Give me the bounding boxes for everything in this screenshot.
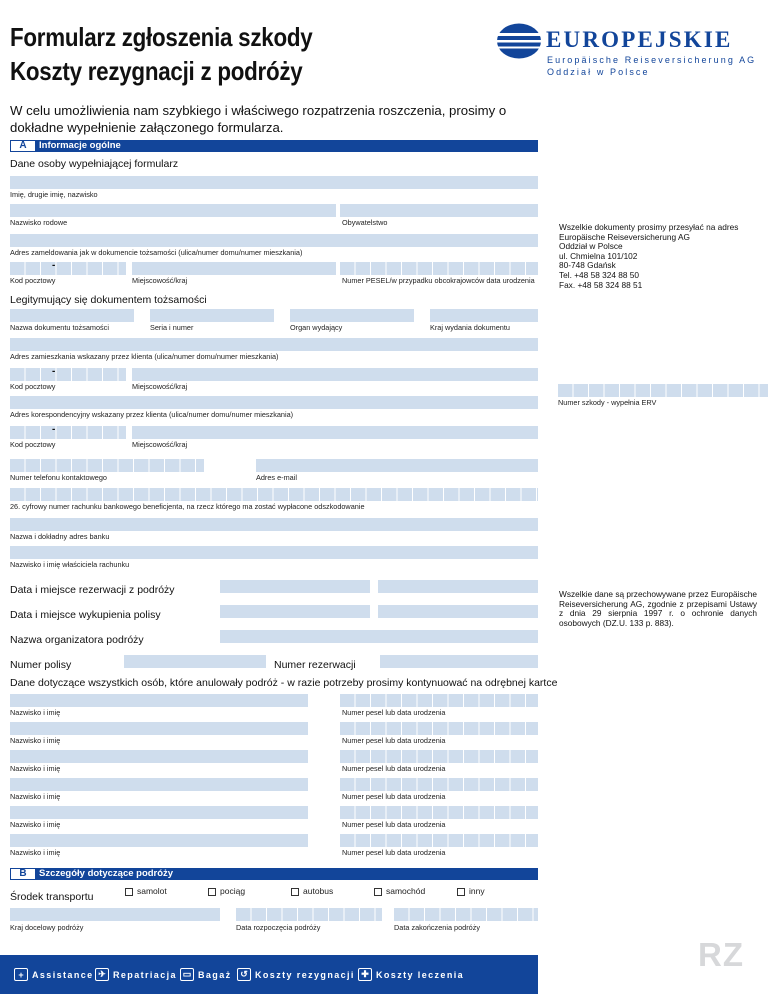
section-a-title: Informacje ogólne	[39, 140, 121, 151]
person-name-label: Nazwisko i imię	[10, 792, 61, 801]
person-pesel-label: Numer pesel lub data urodzenia	[342, 792, 446, 801]
id-document-heading: Legitymujący się dokumentem tożsamości	[10, 294, 207, 306]
person-name-field[interactable]	[10, 834, 308, 847]
maiden-name-field[interactable]	[10, 204, 336, 217]
person-pesel-label: Numer pesel lub data urodzenia	[342, 848, 446, 857]
logo-name: EUROPEJSKIE	[546, 27, 733, 52]
section-a-subtitle: Dane osoby wypełniającej formularz	[10, 158, 179, 170]
logo-branch: Oddział w Polsce	[547, 67, 650, 77]
bank-account-label: 26. cyfrowy numer rachunku bankowego beneficjenta, na rzecz którego ma zostać wypłacone odszkodowanie	[10, 502, 365, 511]
start-date-label: Data rozpoczęcia podróży	[236, 923, 321, 932]
option-samolot: samolot	[137, 886, 167, 896]
organizer-field[interactable]	[220, 630, 538, 643]
footer-bagaz	[180, 955, 232, 994]
footer-repatriacja	[95, 955, 177, 994]
reservation-number-label: Numer rezerwacji	[274, 659, 356, 671]
address-line: Europäische Reiseversicherung AG	[559, 231, 690, 242]
footer-leczenia-label: Koszty leczenia	[376, 969, 465, 980]
undo-arrow-icon: ↺	[237, 968, 251, 981]
correspondence-address-label: Adres korespondencyjny wskazany przez klienta (ulica/numer domu/numer mieszkania)	[10, 410, 294, 419]
option-inny: inny	[469, 886, 485, 896]
person-name-field[interactable]	[10, 694, 308, 707]
postcode2-label: Kod pocztowy	[10, 382, 56, 391]
person-name-label: Nazwisko i imię	[10, 764, 61, 773]
section-b-title: Szczegóły dotyczące podróży	[39, 868, 174, 879]
person-name-label: Nazwisko i imię	[10, 708, 61, 717]
postcode3-field[interactable]	[10, 426, 126, 439]
phone-label: Numer telefonu kontaktowego	[10, 473, 107, 482]
postcode-field[interactable]	[10, 262, 126, 275]
option-samochod: samochód	[386, 886, 426, 896]
address-line: Oddział w Polsce	[559, 241, 623, 252]
persons-heading: Dane dotyczące wszystkich osób, które anulowały podróż - w razie potrzeby prosimy kontynuować na odrębnej kartce	[10, 677, 558, 689]
citizenship-field[interactable]	[340, 204, 538, 217]
issue-country-label: Kraj wydania dokumentu	[430, 323, 510, 332]
person-pesel-field[interactable]	[340, 694, 538, 707]
suitcase-icon: ▭	[180, 968, 194, 981]
start-date-field[interactable]	[236, 908, 382, 921]
footer-bagaz-label: Bagaż	[198, 969, 232, 980]
account-holder-label: Nazwisko i imię właściciela rachunku	[10, 560, 130, 569]
person-name-label: Nazwisko i imię	[10, 848, 61, 857]
checkbox-samolot[interactable]	[125, 888, 133, 896]
address-line: Wszelkie dokumenty prosimy przesyłać na adres	[559, 222, 739, 232]
checkbox-pociag[interactable]	[208, 888, 216, 896]
intro-text: W celu umożliwienia nam szybkiego i właściwego rozpatrzenia roszczenia, prosimy o dokładne wypełnienie załączonego formularza.	[10, 103, 507, 135]
person-name-field[interactable]	[10, 806, 308, 819]
email-label: Adres e-mail	[256, 473, 297, 482]
person-pesel-field[interactable]	[340, 834, 538, 847]
pesel-field[interactable]	[340, 262, 538, 275]
footer-repatriacja-label: Repatriacja	[113, 969, 177, 980]
end-date-label: Data zakończenia podróży	[394, 923, 480, 932]
footer-assistance	[14, 955, 94, 994]
section-b-header	[10, 868, 538, 880]
postcode-dash: -	[52, 260, 56, 271]
footer-koszty-rezygnacji	[237, 955, 355, 994]
address-line: ul. Chmielna 101/102	[559, 250, 638, 261]
city3-label: Miejscowość/kraj	[132, 440, 188, 449]
person-pesel-field[interactable]	[340, 722, 538, 735]
claim-number-label: Numer szkody - wypełnia ERV	[558, 398, 657, 407]
form-code: RZ	[698, 936, 744, 973]
section-a-header	[10, 140, 538, 152]
person-pesel-label: Numer pesel lub data urodzenia	[342, 764, 446, 773]
registered-address-label: Adres zameldowania jak w dokumencie tożsamości (ulica/numer domu/numer mieszkania)	[10, 248, 303, 257]
purchase-question: Data i miejsce wykupienia polisy	[10, 609, 161, 621]
policy-number-label: Numer polisy	[10, 659, 72, 671]
section-a-letter: A	[10, 140, 36, 152]
end-date-field[interactable]	[394, 908, 538, 921]
organizer-question: Nazwa organizatora podróży	[10, 634, 144, 646]
person-pesel-label: Numer pesel lub data urodzenia	[342, 820, 446, 829]
person-name-field[interactable]	[10, 750, 308, 763]
full-name-label: Imię, drugie imię, nazwisko	[10, 190, 98, 199]
person-name-label: Nazwisko i imię	[10, 820, 61, 829]
person-name-label: Nazwisko i imię	[10, 736, 61, 745]
bank-name-label: Nazwa i dokładny adres banku	[10, 532, 110, 541]
document-name-label: Nazwa dokumentu tożsamości	[10, 323, 109, 332]
send-address-block	[559, 223, 759, 290]
footer-rezygnacji-label: Koszty rezygnacji	[255, 969, 355, 980]
form-title: Formularz zgłoszenia szkody	[10, 22, 313, 52]
person-name-field[interactable]	[10, 778, 308, 791]
issuer-field[interactable]	[290, 309, 414, 322]
footer-assistance-label: Assistance	[32, 969, 94, 980]
privacy-note: Wszelkie dane są przechowywane przez Europäische Reiseversicherung AG, zgodnie z przepisami Ustawy z dnia 29 sierpnia 1997 r. o ochronie danych osobowych (DZ.U. 133 p. 883).	[559, 589, 757, 628]
logo-subtitle: Europäische Reiseversicherung AG	[547, 55, 757, 65]
medical-bed-icon: ✚	[358, 968, 372, 981]
claim-number-field[interactable]	[558, 384, 768, 397]
reservation-number-field[interactable]	[380, 655, 538, 668]
plus-cross-icon: +	[14, 968, 28, 981]
address-line: Fax. +48 58 324 88 51	[559, 279, 643, 290]
city-field[interactable]	[132, 262, 336, 275]
form-subtitle: Koszty rezygnacji z podróży	[10, 56, 303, 86]
residence-address-label: Adres zamieszkania wskazany przez klienta (ulica/numer domu/numer mieszkania)	[10, 352, 279, 361]
person-pesel-field[interactable]	[340, 750, 538, 763]
checkbox-autobus[interactable]	[291, 888, 299, 896]
correspondence-address-field[interactable]	[10, 396, 538, 409]
destination-label: Kraj docelowy podróży	[10, 923, 84, 932]
bank-account-field[interactable]	[10, 488, 538, 501]
maiden-name-label: Nazwisko rodowe	[10, 218, 68, 227]
postcode3-dash: -	[52, 424, 56, 435]
issue-country-field[interactable]	[430, 309, 538, 322]
person-pesel-field[interactable]	[340, 806, 538, 819]
purchase-place-field[interactable]	[378, 605, 538, 618]
postcode2-dash: -	[52, 366, 56, 377]
series-number-field[interactable]	[150, 309, 274, 322]
section-b-letter: B	[10, 868, 36, 880]
booking-question: Data i miejsce rezerwacji z podróży	[10, 584, 175, 596]
person-pesel-field[interactable]	[340, 778, 538, 791]
city2-field[interactable]	[132, 368, 538, 381]
registered-address-field[interactable]	[10, 234, 538, 247]
destination-field[interactable]	[10, 908, 220, 921]
checkbox-samochod[interactable]	[374, 888, 382, 896]
postcode-label: Kod pocztowy	[10, 276, 56, 285]
bank-name-field[interactable]	[10, 518, 538, 531]
document-name-field[interactable]	[10, 309, 134, 322]
citizenship-label: Obywatelstwo	[342, 218, 388, 227]
person-name-field[interactable]	[10, 722, 308, 735]
full-name-field[interactable]	[10, 176, 538, 189]
booking-place-field[interactable]	[378, 580, 538, 593]
transport-label: Środek transportu	[10, 891, 94, 903]
account-holder-field[interactable]	[10, 546, 538, 559]
city-label: Miejscowość/kraj	[132, 276, 188, 285]
email-field[interactable]	[256, 459, 538, 472]
pesel-label: Numer PESEL/w przypadku obcokrajowców data urodzenia	[342, 276, 535, 285]
europejskie-logo-icon	[496, 22, 542, 60]
purchase-date-field[interactable]	[220, 605, 370, 618]
city3-field[interactable]	[132, 426, 538, 439]
person-pesel-label: Numer pesel lub data urodzenia	[342, 708, 446, 717]
person-pesel-label: Numer pesel lub data urodzenia	[342, 736, 446, 745]
city2-label: Miejscowość/kraj	[132, 382, 188, 391]
phone-field[interactable]	[10, 459, 204, 472]
booking-date-field[interactable]	[220, 580, 370, 593]
residence-address-field[interactable]	[10, 338, 538, 351]
series-number-label: Seria i numer	[150, 323, 194, 332]
postcode3-label: Kod pocztowy	[10, 440, 56, 449]
option-autobus: autobus	[303, 886, 334, 896]
issuer-label: Organ wydający	[290, 323, 343, 332]
checkbox-inny[interactable]	[457, 888, 465, 896]
address-line: 80-748 Gdańsk	[559, 260, 616, 271]
option-pociag: pociąg	[220, 886, 246, 896]
address-line: Tel. +48 58 324 88 50	[559, 269, 640, 280]
postcode2-field[interactable]	[10, 368, 126, 381]
airplane-icon: ✈	[95, 968, 109, 981]
footer-koszty-leczenia	[358, 955, 464, 994]
footer-bar	[0, 955, 538, 994]
policy-number-field[interactable]	[124, 655, 266, 668]
